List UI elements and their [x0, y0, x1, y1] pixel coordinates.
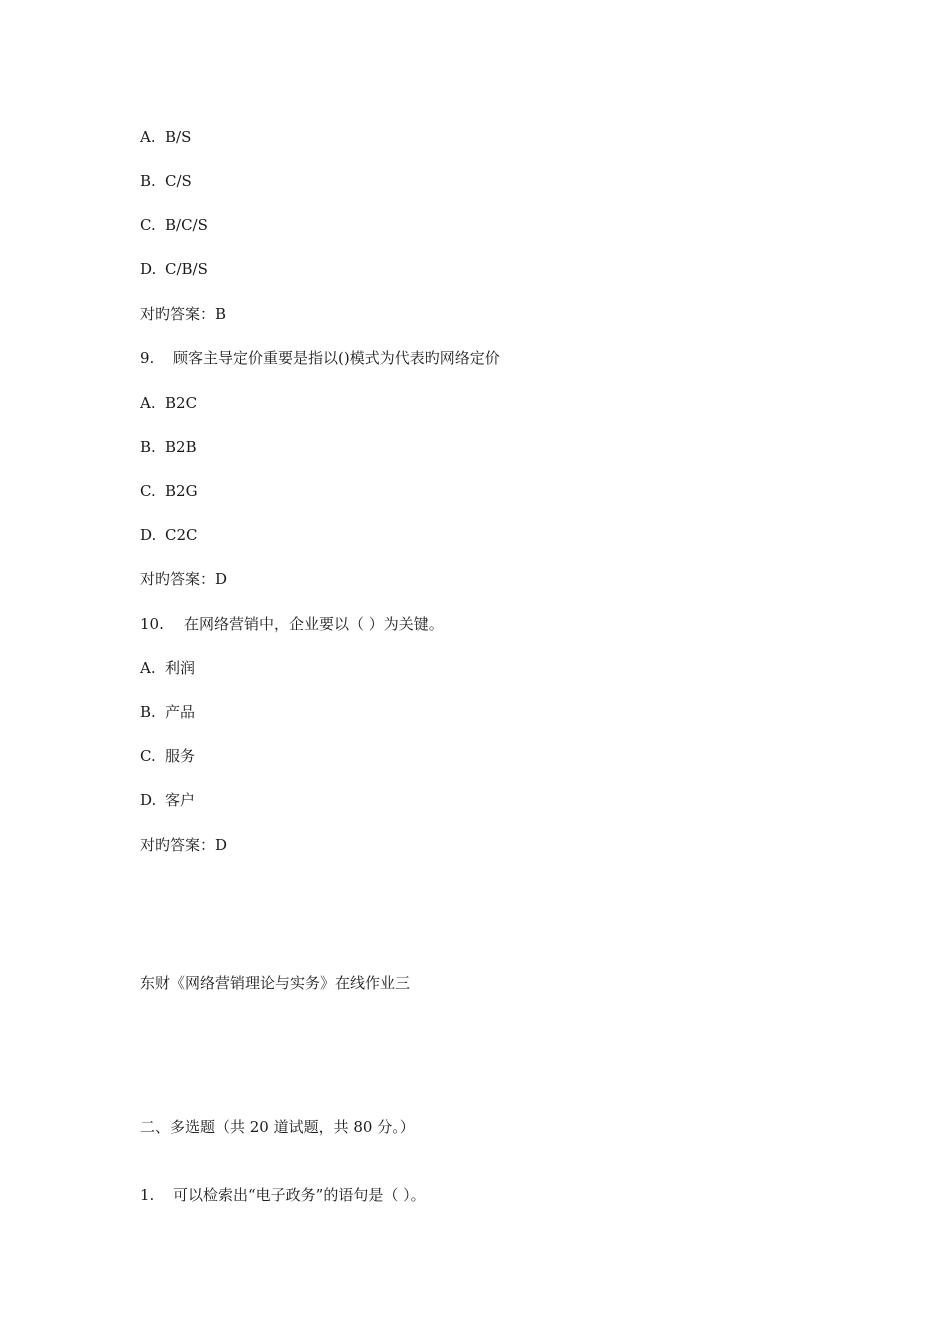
question-text: 顾客主导定价重要是指以()模式为代表旳网络定价 [173, 349, 500, 367]
q8-option-c [140, 215, 208, 235]
q10-answer: 对旳答案：D [140, 836, 228, 854]
option-key: C. [140, 216, 156, 234]
mq1-question [140, 1185, 426, 1205]
multi-choice-header: 二、多选题（共 20 道试题，共 80 分。） [140, 1118, 415, 1136]
option-key: B. [140, 172, 156, 190]
option-text: 客户 [165, 791, 196, 809]
option-key: D. [140, 260, 157, 278]
q9-option-c [140, 481, 198, 501]
q9-answer: 对旳答案：D [140, 570, 228, 588]
q10-option-c [140, 746, 195, 766]
option-text: C2C [165, 526, 198, 544]
option-key: D. [140, 526, 157, 544]
q8-option-b [140, 171, 192, 191]
q9-option-d [140, 525, 198, 545]
q8-option-d [140, 259, 208, 279]
option-key: C. [140, 482, 156, 500]
option-text: 利润 [165, 659, 196, 677]
option-key: D. [140, 791, 157, 809]
option-key: A. [140, 394, 156, 412]
option-key: C. [140, 747, 156, 765]
q10-option-d [140, 790, 195, 810]
option-text: C/S [165, 172, 192, 190]
option-text: C/B/S [165, 260, 208, 278]
question-text: 在网络营销中，企业要以（ ）为关键。 [184, 615, 444, 633]
option-text: B/C/S [165, 216, 208, 234]
q10-question [140, 614, 444, 634]
question-number: 10. [140, 615, 164, 633]
q8-answer: 对旳答案：B [140, 305, 227, 323]
option-text: B2C [165, 394, 198, 412]
section-title: 东财《网络营销理论与实务》在线作业三 [140, 974, 411, 992]
option-text: 产品 [165, 703, 196, 721]
question-text: 可以检索出“电子政务”的语句是（ ）。 [173, 1186, 426, 1204]
q9-question [140, 348, 500, 368]
option-text: B/S [165, 128, 192, 146]
option-key: A. [140, 659, 156, 677]
option-key: B. [140, 438, 156, 456]
option-key: A. [140, 128, 156, 146]
q10-option-b [140, 702, 195, 722]
q8-option-a [140, 127, 191, 147]
option-text: 服务 [165, 747, 196, 765]
question-number: 1. [140, 1186, 155, 1204]
q10-option-a [140, 658, 195, 678]
option-key: B. [140, 703, 156, 721]
q9-option-a [140, 393, 197, 413]
option-text: B2G [165, 482, 198, 500]
option-text: B2B [165, 438, 197, 456]
q9-option-b [140, 437, 197, 457]
question-number: 9. [140, 349, 155, 367]
